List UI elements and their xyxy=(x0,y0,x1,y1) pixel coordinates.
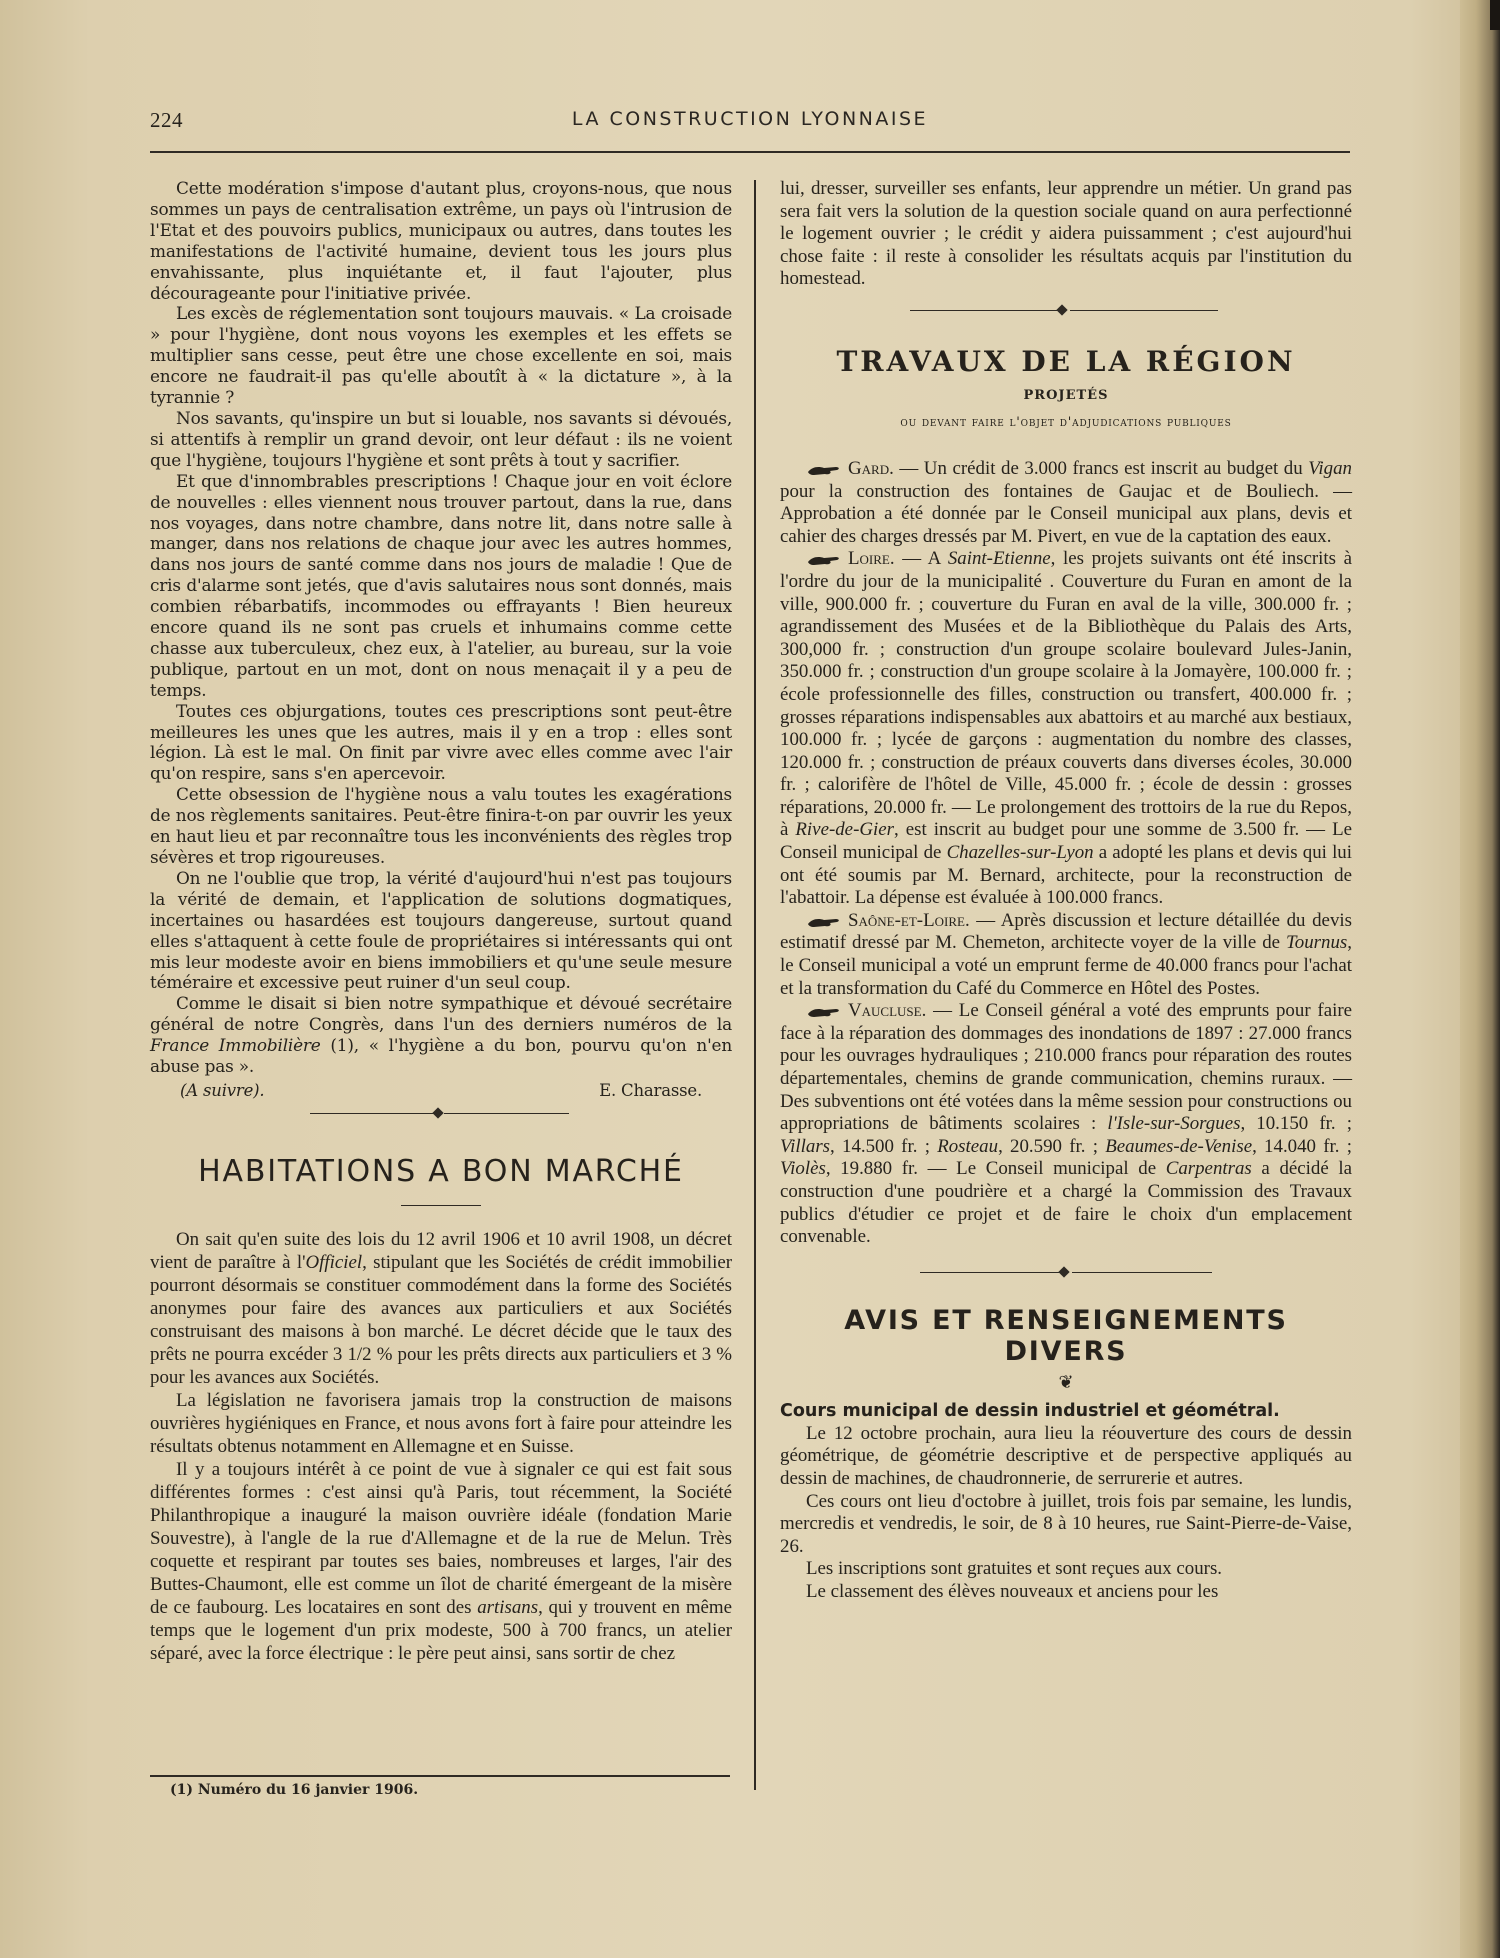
region-entry xyxy=(780,910,1352,1000)
paragraph: Nos savants, qu'inspire un but si louable, nos savants si dévoués, si attentifs à remplir un grand devoir, ont leur défaut : ils ne voient que l'hygiène, toujours l'hygiène et sont prêts à tout y sacrifier. xyxy=(150,407,732,470)
pointing-hand-icon xyxy=(806,463,842,477)
paragraph: Ces cours ont lieu d'octobre à juillet, trois fois par semaine, les lundis, mercredis et vendredis, le soir, de 8 à 10 heures, rue Saint-Pierre-de-Vaise, 26. xyxy=(780,1490,1352,1557)
habitations-article xyxy=(150,1228,732,1665)
title-underline xyxy=(401,1205,481,1207)
pointing-hand-icon xyxy=(806,1005,842,1019)
paragraph: On sait qu'en suite des lois du 12 avril 1906 et 10 avril 1908, un décret vient de paraître à l'Officiel, stipulant que les Sociétés de crédit immobilier pourront désormais se constituer commodément dans la forme des Sociétés anonymes pour faire des avances aux particuliers et aux Sociétés construisant des maisons à bon marché. Le décret décide que le taux des prêts ne pourra excéder 3 1/2 % pour les prêts directs aux particuliers et 3 % pour les avances aux Sociétés. xyxy=(150,1229,732,1389)
publication-title: France Immobilière xyxy=(150,1035,321,1056)
region-text: — Le Conseil général a voté des emprunts pour faire face à la réparation des dommages des inondations de 1897 : 27.000 francs pour les ouvrages hydrauliques ; 210.000 francs pour réparation des routes départementales, chemins de grande communication, chemins ruraux. — Des subventions ont été votées dans la même session pour constructions ou appropriations de bâtiments scolaires : xyxy=(780,1000,1352,1135)
region-text: — Après discussion et lecture détaillée du devis estimatif dressé par M. Chemeton, architecte voyer de la ville de xyxy=(780,909,1352,954)
region-text: a décidé la construction d'une poudrière et a chargé la Commission des Travaux publics d'étudier ce projet et de faire le choix d'un emplacement convenable. xyxy=(780,1158,1352,1248)
region-name: Loire. xyxy=(848,548,895,570)
paragraph: Les inscriptions sont gratuites et sont reçues aux cours. xyxy=(806,1558,1223,1580)
place-name: Carpentras xyxy=(1165,1158,1252,1180)
section-subtitle: PROJETÉS xyxy=(1023,387,1109,403)
paragraph: Les excès de réglementation sont toujours mauvais. « La croisade » pour l'hygiène, dont nous voyons les exemples et les effets se multiplier sans cesse, peut être une chose excellente en soi, mais encore ne faudrait-il pas qu'elle aboutît à « la dictature », à la tyrannie ? xyxy=(150,303,732,408)
region-text: — Un crédit de 3.000 francs est inscrit au budget du xyxy=(893,457,1309,479)
place-name: Rive-de-Gier xyxy=(795,819,894,841)
leaf-ornament-icon: ❦ xyxy=(1058,1371,1074,1392)
column-divider xyxy=(754,180,756,1790)
region-text: — A xyxy=(894,548,948,570)
region-text: , 10.150 fr. ; xyxy=(1240,1113,1352,1135)
section-ornament-rule xyxy=(780,1261,1352,1285)
region-text: a adopté les plans et devis qui lui ont été soumis par M. Bernard, architecte, pour la reconstruction de l'abattoir. La dépense est évaluée à 100.000 francs. xyxy=(780,842,1353,909)
paragraph-text: Comme le disait si bien notre sympathique et dévoué secrétaire général de notre Congrès, dans l'un des derniers numéros de la xyxy=(150,993,732,1035)
journal-title: LA CONSTRUCTION LYONNAISE xyxy=(571,108,929,130)
region-name: Gard. xyxy=(848,457,894,479)
section-title-travaux: TRAVAUX DE LA RÉGION xyxy=(836,344,1296,378)
page-corner-shadow xyxy=(1490,0,1500,30)
right-column xyxy=(780,178,1352,1604)
region-text: , 19.880 fr. — Le Conseil municipal de xyxy=(825,1158,1166,1180)
region-text: , le Conseil municipal a voté un emprunt ferme de 40.000 francs pour l'achat et la transformation du Café du Commerce en Hôtel des Postes. xyxy=(780,932,1352,999)
region-entry xyxy=(780,458,1352,548)
paragraph: Cette modération s'impose d'autant plus, croyons-nous, que nous sommes un pays de centralisation extrême, un pays où l'intrusion de l'Etat et des pouvoirs publics, municipaux ou autres, dans toutes les manifestations de l'activité humaine, devient tous les jours plus envahissante, plus inquiétante et, il faut l'ajouter, plus décourageante pour l'initiative privée. xyxy=(150,178,732,303)
footnote-rule xyxy=(150,1775,730,1777)
place-name: Tournus xyxy=(1286,932,1348,954)
paragraph: Toutes ces objurgations, toutes ces prescriptions sont peut-être meilleures les unes que les autres, mais il y en a trop : elles sont légion. Là est le mal. On finit par vivre avec elles comme avec l'air qu'on respire, sans s'en apercevoir. xyxy=(150,700,732,784)
region-text: , 14.040 fr. ; xyxy=(1252,1135,1352,1157)
habitations-continuation xyxy=(780,178,1352,291)
place-name: Villars xyxy=(780,1135,831,1157)
paragraph-with-citation xyxy=(150,993,732,1077)
pointing-hand-icon xyxy=(806,553,842,567)
pointing-hand-icon xyxy=(806,915,842,929)
regions-list xyxy=(780,458,1352,1249)
region-text: pour la construction des fontaines de Gaujac et de Bouliech. — Approbation a été donnée par le Conseil municipal aux plans, devis et cahier des charges dressés par M. Pivert, en vue de la captation des eaux. xyxy=(780,480,1352,547)
region-text: , les projets suivants ont été inscrits à l'ordre du jour de la municipalité . Couverture du Furan en amont de la ville, 900.000 fr. ; couverture du Furan en aval de la ville, 300.000 fr. ; agrandissement des Musées et de la Bibliothèque du Palais des Arts, 300,000 fr. ; construction d'un groupe scolaire boulevard Jules-Janin, 350.000 fr. ; construction d'un groupe scolaire à la Jomayère, 100.000 fr. ; école professionnelle des filles, construction ou transfert, 400.000 fr. ; grosses réparations indispensables aux abattoirs et au marché aux bestiaux, 100.000 fr. ; lycée de garçons : augmentation du nombre des classes, 120.000 fr. ; construction de préaux couverts dans diverses écoles, 30.000 fr. ; calorifère de l'hôtel de Ville, 45.000 fr. ; école de dessin : grosses réparations, 20.000 fr. — Le prolongement des trottoirs de la rue du Repos, à xyxy=(780,548,1352,841)
region-text: , 14.500 fr. ; xyxy=(830,1135,938,1157)
section-ornament-rule xyxy=(780,299,1352,323)
section-ornament-rule xyxy=(150,1102,732,1126)
place-name: l'Isle-sur-Sorgues xyxy=(1107,1113,1241,1135)
paragraph: Le 12 octobre prochain, aura lieu la réouverture des cours de dessin géométrique, de géométrie descriptive et de perspective appliqués au dessin de machines, de chaudronnerie, de serrurerie et autres. xyxy=(780,1422,1352,1489)
notice-title: Cours municipal de dessin industriel et géométral. xyxy=(780,1400,1280,1421)
page-number: 224 xyxy=(150,108,183,132)
running-header xyxy=(150,108,1350,138)
paragraph-text: (1), « l'hygiène a du bon, pourvu qu'on n'en abuse pas ». xyxy=(150,1035,732,1077)
place-name: Vigan xyxy=(1308,457,1352,479)
paragraph: Et que d'innombrables prescriptions ! Chaque jour en voit éclore de nouvelles : elles viennent nous trouver partout, dans la rue, dans nos voyages, dans notre chambre, dans notre lit, dans notre salle à manger, dans nos relations de chaque jour avec les autres hommes, dans nos jours de santé comme dans nos jours de maladie ! Que de cris d'alarme sont jetés, que d'avis salutaires nous sont donnés, mais combien rébarbatifs, incommodes ou effrayants ! Bien heureux encore quand ils ne sont pas cruels et inhumains comme cette chasse aux tuberculeux, chez eux, à l'atelier, au bureau, sur la voie publique, partout en un mot, dont on nous menaçait il y a peu de temps. xyxy=(150,470,732,700)
paragraph: On ne l'oublie que trop, la vérité d'aujourd'hui n'est pas toujours la vérité de demain, et l'application de solutions dogmatiques, incertaines ou hasardées est toujours dangereuse, surtout quand elles s'attaquent à cette foule de propriétaires si intéressants qui ont mis leur modeste avoir en biens immobiliers et qu'une seule mesure téméraire et excessive peut ruiner d'un seul coup. xyxy=(150,867,732,993)
section-title-avis: AVIS ET RENSEIGNEMENTS DIVERS xyxy=(844,1304,1288,1367)
paragraph: lui, dresser, surveiller ses enfants, leur apprendre un métier. Un grand pas sera fait vers la solution de la question sociale quand on aura perfectionné le logement ouvrier ; le crédit y aidera puissamment ; c'est aujourd'hui chose faite : il reste à consolider les résultats acquis par l'institution du homestead. xyxy=(780,178,1352,290)
paragraph: Le classement des élèves nouveaux et anciens pour les xyxy=(806,1580,1219,1602)
to-be-continued: (A suivre). xyxy=(180,1080,265,1100)
place-name: Chazelles-sur-Lyon xyxy=(946,842,1094,864)
region-entry xyxy=(780,1000,1352,1249)
place-name: Beaumes-de-Venise xyxy=(1105,1135,1253,1157)
author-name: E. Charasse. xyxy=(599,1080,702,1100)
paragraph: Cette obsession de l'hygiène nous a valu toutes les exagérations de nos règlements sanitaires. Peut-être finira-t-on par ouvrir les yeux en haut lieu et par reconnaître tous les inconvénients des règles trop sévères et trop rigoureuses. xyxy=(150,784,732,867)
region-name: Vaucluse. xyxy=(848,1000,927,1022)
section-subtitle: ou devant faire l'objet d'adjudications publiques xyxy=(900,414,1232,430)
region-text: , est inscrit au budget pour une somme de 3.500 fr. — Le Conseil municipal de xyxy=(780,819,1352,864)
section-title-habitations: HABITATIONS A BON MARCHÉ xyxy=(198,1153,684,1189)
article-signoff xyxy=(150,1077,732,1102)
header-rule xyxy=(150,151,1350,153)
footnote: (1) Numéro du 16 janvier 1906. xyxy=(170,1782,419,1798)
article-continuation xyxy=(150,178,732,1102)
place-name: Saint-Etienne xyxy=(947,548,1051,570)
paragraph: La législation ne favorisera jamais trop la construction de maisons ouvrières hygiéniques en France, et nous avons fort à faire pour atteindre les résultats obtenus notamment en Allemagne et en Suisse. xyxy=(150,1390,732,1458)
region-name: Saône-et-Loire. xyxy=(848,909,970,931)
page-binding-edge xyxy=(1460,0,1500,1958)
paragraph: Il y a toujours intérêt à ce point de vue à signaler ce qui est fait sous différentes formes : c'est ainsi qu'à Paris, tout récemment, la Société Philanthropique a inauguré la maison ouvrière idéale (fondation Marie Souvestre), à l'angle de la rue d'Allemagne et de la rue de Melun. Très coquette et respirant par toutes ses baies, nombreuses et larges, l'air des Buttes-Chaumont, elle est comme un îlot de charité émergeant de la misère de ce faubourg. Les locataires en sont des artisans, qui y trouvent en même temps que le logement d'un prix modeste, 500 à 700 francs, un atelier séparé, avec la force électrique : le père peut ainsi, sans sortir de chez xyxy=(150,1459,732,1665)
left-column xyxy=(150,178,732,1665)
notice-body xyxy=(780,1423,1352,1604)
place-name: Rosteau xyxy=(937,1135,999,1157)
place-name: Violès xyxy=(780,1158,826,1180)
region-entry xyxy=(780,548,1352,910)
region-text: , 20.590 fr. ; xyxy=(998,1135,1106,1157)
